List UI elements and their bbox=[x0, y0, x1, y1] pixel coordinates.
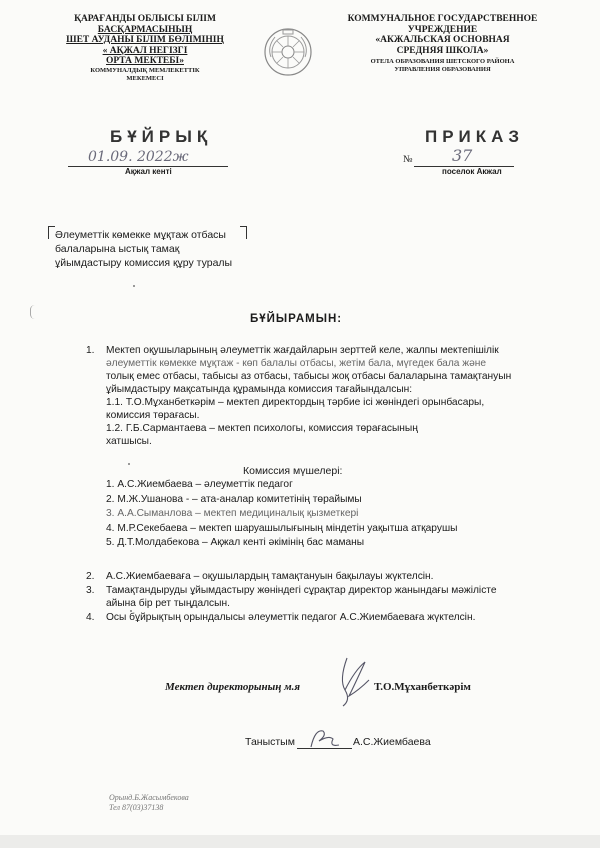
header-left bbox=[40, 14, 250, 83]
item-3 bbox=[86, 584, 556, 598]
footer-executor: Орынд.Б.Жасымбекова bbox=[109, 793, 189, 802]
subject-line3: ұйымдастыру комиссия құру туралы bbox=[55, 257, 233, 269]
director-name: Т.О.Мұханбеткәрім bbox=[374, 681, 471, 693]
header-left-line1: ҚАРАҒАНДЫ ОБЛЫСЫ БІЛІМ bbox=[74, 14, 216, 24]
header-right-line5: ОТЕЛА ОБРАЗОВАНИЯ ШЕТСКОГО РАЙОНА bbox=[370, 58, 515, 65]
title-ru: ПРИКАЗ bbox=[425, 127, 525, 146]
header-right-line4: СРЕДНЯЯ ШКОЛА» bbox=[396, 45, 489, 56]
scan-dot-3 bbox=[130, 610, 132, 612]
header-right-line1: КОММУНАЛЬНОЕ ГОСУДАРСТВЕННОЕ bbox=[347, 14, 538, 24]
commission-members bbox=[106, 478, 457, 551]
item-1-line1: Мектеп оқушыларының әлеуметтік жағдайларын зерттей келе, жалпы мектепішілік bbox=[106, 345, 499, 356]
footer bbox=[109, 793, 189, 813]
item-3-text2: айына бір рет тыңдалсын. bbox=[106, 598, 230, 609]
scan-mark bbox=[30, 305, 39, 319]
item-1-line3: толық емес отбасы, табысы аз отбасы, табысы жоқ отбасы балаларына тамақтануын bbox=[106, 371, 512, 382]
item-1-sub1b: комиссия төрағасы. bbox=[106, 410, 200, 421]
header-right-line2: УЧРЕЖДЕНИЕ bbox=[407, 24, 478, 35]
acquainted-signature bbox=[305, 725, 345, 753]
header-left-line4: « АҚЖАЛ НЕГІЗГІ bbox=[102, 45, 188, 56]
scan-edge bbox=[0, 835, 600, 848]
number-prefix: № bbox=[403, 154, 413, 165]
place-kz: Ақжал кенті bbox=[125, 167, 172, 176]
number-handwritten: 37 bbox=[452, 146, 473, 165]
item-1-sub1a: 1.1. Т.О.Мұханбеткәрім – мектеп директордың тәрбие ісі жөніндегі орынбасары, bbox=[106, 397, 485, 408]
acquainted-name: А.С.Жиембаева bbox=[353, 736, 431, 748]
member-1: 1. А.С.Жиембаева – әлеуметтік педагог bbox=[106, 479, 293, 490]
member-2: 2. М.Ж.Ушанова - – ата-аналар комитетінің төрайымы bbox=[106, 493, 362, 505]
item-1-sub2a: 1.2. Г.Б.Сармантаева – мектеп психологы, комиссия төрағасының bbox=[106, 423, 418, 434]
item-1-sub2b: хатшысы. bbox=[106, 436, 152, 447]
director-signature bbox=[325, 650, 375, 710]
header-left-line5: ОРТА МЕКТЕБІ» bbox=[106, 56, 184, 66]
place-ru: поселок Акжал bbox=[442, 167, 502, 176]
footer-phone: Тел 87(03)37138 bbox=[109, 803, 164, 812]
item-1-first-line bbox=[86, 344, 556, 357]
item-4-num: 4. bbox=[86, 611, 95, 623]
subject bbox=[55, 228, 232, 270]
item-1-num: 1. bbox=[86, 345, 95, 356]
item-1-line4: ұйымдастыру мақсатында құрамында комиссия тағайындалсын: bbox=[106, 384, 413, 395]
item-2 bbox=[86, 570, 556, 584]
header-right bbox=[330, 14, 555, 74]
item-4 bbox=[86, 611, 556, 625]
item-4-text: Осы бұйрықтың орындалысы әлеуметтік педагог А.С.Жиембаеваға жүктелсін. bbox=[106, 611, 476, 623]
item-3-text: Тамақтандыруды ұйымдастыру жөніндегі сұрақтар директор жанындағы мәжілісте bbox=[106, 584, 497, 596]
header-left-line6: КОММУНАЛДЫҚ МЕМЛЕКЕТТІК bbox=[90, 66, 200, 74]
item-2-text: А.С.Жиембаеваға – оқушылардың тамақтануын бақылауы жүктелсін. bbox=[106, 571, 434, 582]
header-left-line3: ШЕТ АУДАНЫ БІЛІМ БӨЛІМІНІҢ bbox=[66, 35, 224, 45]
item-1 bbox=[86, 344, 556, 448]
member-3: 3. А.А.Сыманлова – мектеп медициналық қызметкері bbox=[106, 508, 359, 519]
member-4: 4. М.Р.Секебаева – мектеп шаруашылығының міндетін уақытша атқарушы bbox=[106, 522, 458, 534]
title-kz: БҰЙРЫҚ bbox=[110, 127, 213, 146]
item-1-line2: әлеуметтік көмекке мұқтаж - көп балалы отбасы, жетім бала, мүгедек бала және bbox=[106, 358, 487, 369]
items-2-4 bbox=[86, 570, 556, 624]
order-heading: БҰЙЫРАМЫН: bbox=[250, 313, 343, 325]
header-right-line3: «АКЖАЛЬСКАЯ ОСНОВНАЯ bbox=[375, 35, 510, 45]
header-right-line6: УПРАВЛЕНИЯ ОБРАЗОВАНИЯ bbox=[394, 66, 491, 73]
subject-line2: балаларына ыстық тамақ bbox=[55, 243, 180, 255]
header-left-line7: МЕКЕМЕСІ bbox=[126, 74, 164, 82]
commission-heading: Комиссия мүшелері: bbox=[243, 465, 343, 477]
acquainted-label: Таныстым bbox=[245, 736, 295, 748]
director-title: Мектеп директорының м.я bbox=[165, 681, 301, 693]
subject-bracket-right bbox=[240, 226, 247, 239]
member-5: 5. Д.Т.Молдабекова – Ақжал кенті әкімінің бас маманы bbox=[106, 537, 365, 548]
subject-line1: Әлеуметтік көмекке мұқтаж отбасы bbox=[55, 229, 226, 241]
item-2-num: 2. bbox=[86, 571, 95, 582]
state-emblem-icon bbox=[263, 27, 313, 77]
date-handwritten: 01.09. 2022ж bbox=[88, 149, 189, 165]
item-3-num: 3. bbox=[86, 584, 95, 596]
subject-bracket-left bbox=[48, 226, 55, 239]
scan-dot-1 bbox=[133, 285, 135, 287]
scan-dot-2 bbox=[128, 463, 130, 465]
header-left-line2: БАСҚАРМАСЫНЫҢ bbox=[97, 24, 193, 35]
